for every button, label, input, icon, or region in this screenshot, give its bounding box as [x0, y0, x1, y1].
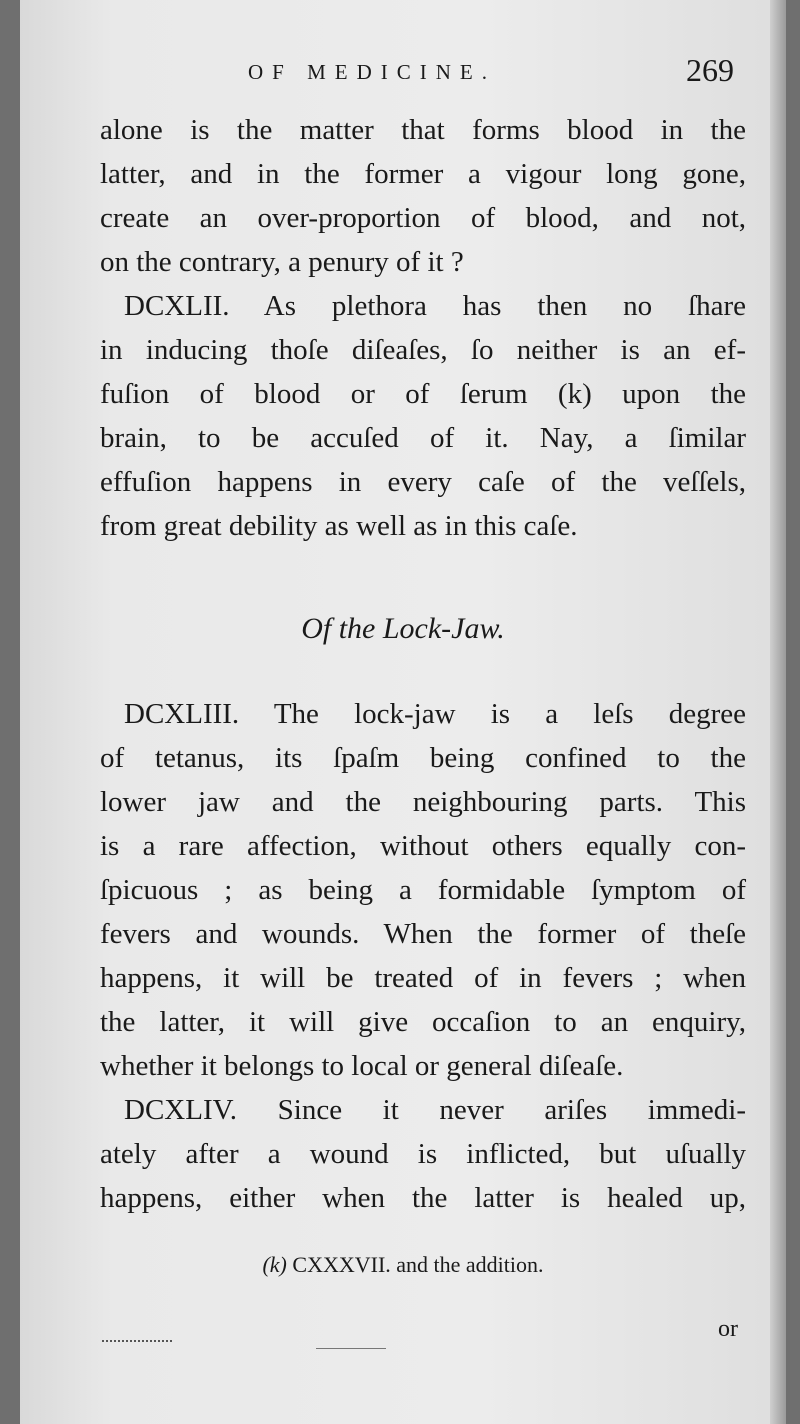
text-line: latter, and in the former a vigour long gone, — [100, 158, 746, 190]
text-line: alone is the matter that forms blood in the — [100, 114, 746, 146]
paragraph-dcxlii — [100, 284, 746, 548]
running-title: OF MEDICINE. — [248, 60, 496, 84]
text-line: happens, it will be treated of in fevers ; when — [100, 962, 746, 994]
page-number: 269 — [686, 52, 734, 88]
text-line: DCXLII. As plethora has then no ſhare — [124, 290, 746, 322]
text-line: in inducing thoſe diſeaſes, ſo neither is an ef- — [100, 334, 746, 366]
text-line: DCXLIV. Since it never ariſes immedi- — [124, 1094, 746, 1126]
footnote — [20, 1252, 786, 1278]
text-line: effuſion happens in every caſe of the veſſels, — [100, 466, 746, 498]
signature-mark — [102, 1318, 172, 1342]
paragraph-dcxliii — [100, 692, 746, 1088]
text-line: is a rare affection, without others equally con- — [100, 830, 746, 862]
text-line: fuſion of blood or of ſerum (k) upon the — [100, 378, 746, 410]
footnote-mark: (k) — [262, 1252, 287, 1277]
paragraph-continuation — [100, 108, 746, 284]
paragraph-dcxliv — [100, 1088, 746, 1220]
footnote-text: CXXXVII. and the addition. — [292, 1252, 544, 1277]
text-line: DCXLIII. The lock-jaw is a leſs degree — [124, 698, 746, 730]
text-line: whether it belongs to local or general diſeaſe. — [100, 1050, 624, 1082]
text-line: fevers and wounds. When the former of theſe — [100, 918, 746, 950]
running-head — [20, 52, 786, 102]
text-line: of tetanus, its ſpaſm being confined to the — [100, 742, 746, 774]
text-line: on the contrary, a penury of it ? — [100, 246, 464, 278]
text-line: happens, either when the latter is healed up, — [100, 1182, 746, 1214]
rule-mark — [316, 1348, 386, 1349]
body-text-top — [100, 108, 746, 548]
body-text-bottom — [100, 692, 746, 1220]
text-line: ately after a wound is inflicted, but uſually — [100, 1138, 746, 1170]
catchword: or — [718, 1316, 738, 1342]
text-line: from great debility as well as in this caſe. — [100, 510, 578, 542]
section-heading: Of the Lock-Jaw. — [301, 612, 505, 645]
text-line: create an over-proportion of blood, and not, — [100, 202, 746, 234]
text-line: ſpicuous ; as being a formidable ſymptom of — [100, 874, 746, 906]
text-line: lower jaw and the neighbouring parts. This — [100, 786, 746, 818]
page-gutter-shadow — [770, 0, 786, 1424]
book-page — [20, 0, 786, 1424]
text-line: the latter, it will give occaſion to an enquiry, — [100, 1006, 746, 1038]
text-line: brain, to be accuſed of it. Nay, a ſimilar — [100, 422, 746, 454]
